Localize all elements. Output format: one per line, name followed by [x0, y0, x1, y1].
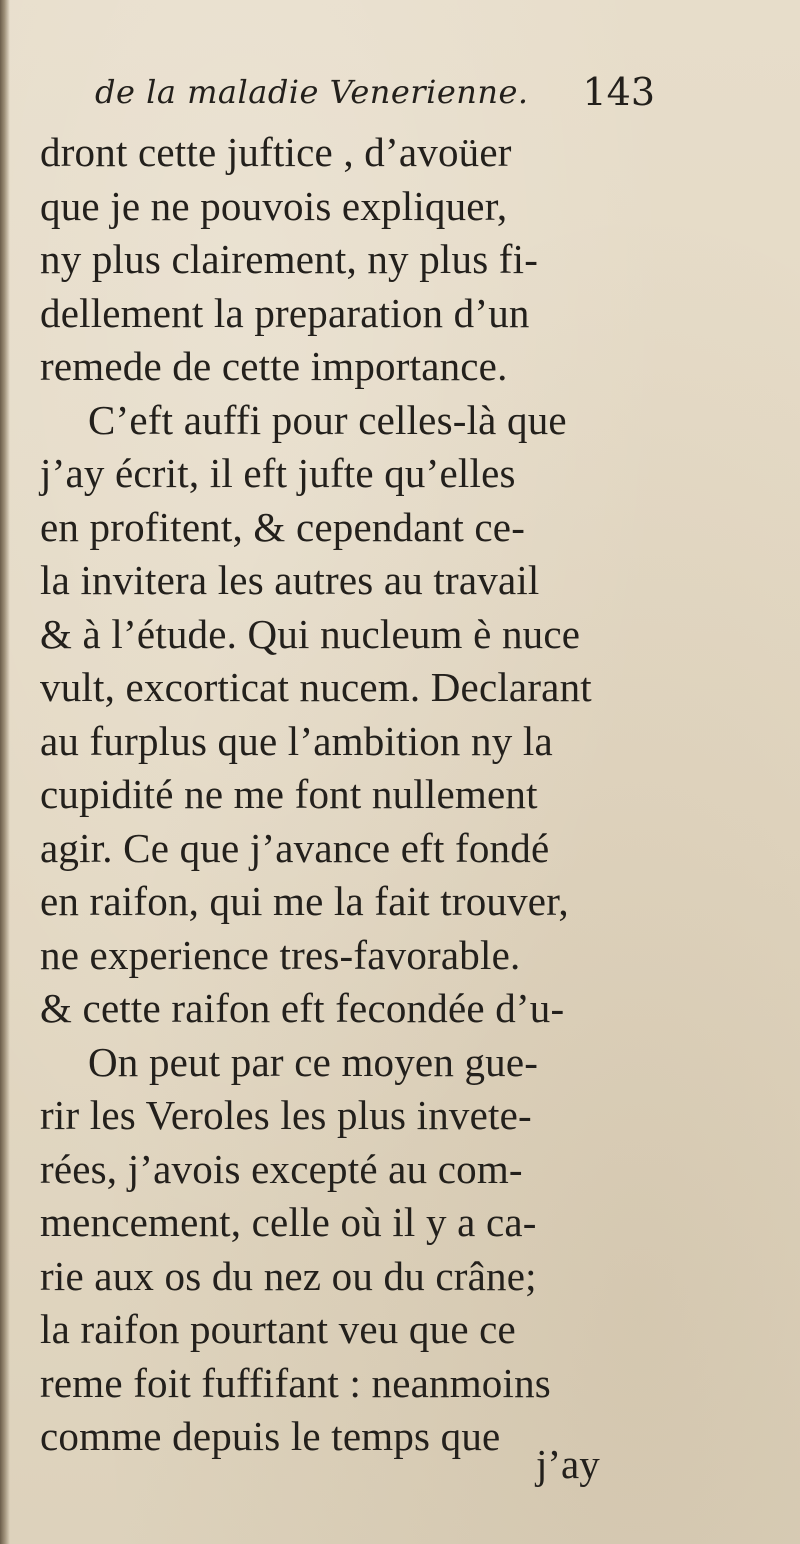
text-line: en raifon, qui me la fait trouver,: [40, 878, 569, 924]
text-line: cupidité ne me font nullement: [40, 771, 538, 817]
text-line: agir. Ce que j’avance eft fondé: [40, 824, 550, 871]
text-line: dront cette juftice , d’avoüer: [40, 129, 512, 175]
text-line: j’ay écrit, il eft jufte qu’elles: [40, 450, 516, 496]
text-line: la raifon pourtant veu que ce: [40, 1306, 516, 1352]
text-line: remede de cette importance.: [40, 343, 508, 389]
text-line: que je ne pouvois expliquer,: [40, 182, 508, 229]
text-line: reme foit fuffifant : neanmoins: [40, 1359, 551, 1406]
page-header: [95, 70, 655, 122]
text-line-latin-end: vult, excorticat nucem. Declarant: [40, 664, 592, 710]
text-line: la invitera les autres au travail: [40, 557, 540, 603]
text-line: ne experience tres-favorable.: [40, 931, 521, 978]
text-line: & cette raifon eft fecondée d’u-: [40, 985, 565, 1031]
text-line: On peut par ce moyen gue-: [88, 1038, 539, 1085]
running-title: de la maladie Venerienne.: [95, 73, 529, 111]
text-line: rie aux os du nez ou du crâne;: [40, 1252, 537, 1299]
text-line: comme depuis le temps que: [40, 1413, 501, 1459]
text-line: dellement la preparation d’un: [40, 289, 530, 336]
text-line: C’eft auffi pour celles-là que: [88, 396, 567, 443]
text-line: en profitent, & cependant ce-: [40, 503, 526, 550]
text-line: au furplus que l’ambition ny la: [40, 717, 553, 764]
text-line: rir les Veroles les plus invete-: [40, 1092, 532, 1138]
text-line: rées, j’avois excepté au com-: [40, 1145, 523, 1192]
text-line: ny plus clairement, ny plus fi-: [40, 236, 539, 282]
body-text: [40, 126, 640, 1464]
catchword: j’ay: [536, 1441, 600, 1487]
text-line: mencement, celle où il y a ca-: [40, 1199, 537, 1245]
page-number: 143: [582, 70, 655, 114]
page-binding-edge: [0, 0, 10, 1544]
text-line-latin-start: & à l’étude. Qui nucleum è nuce: [40, 610, 581, 657]
